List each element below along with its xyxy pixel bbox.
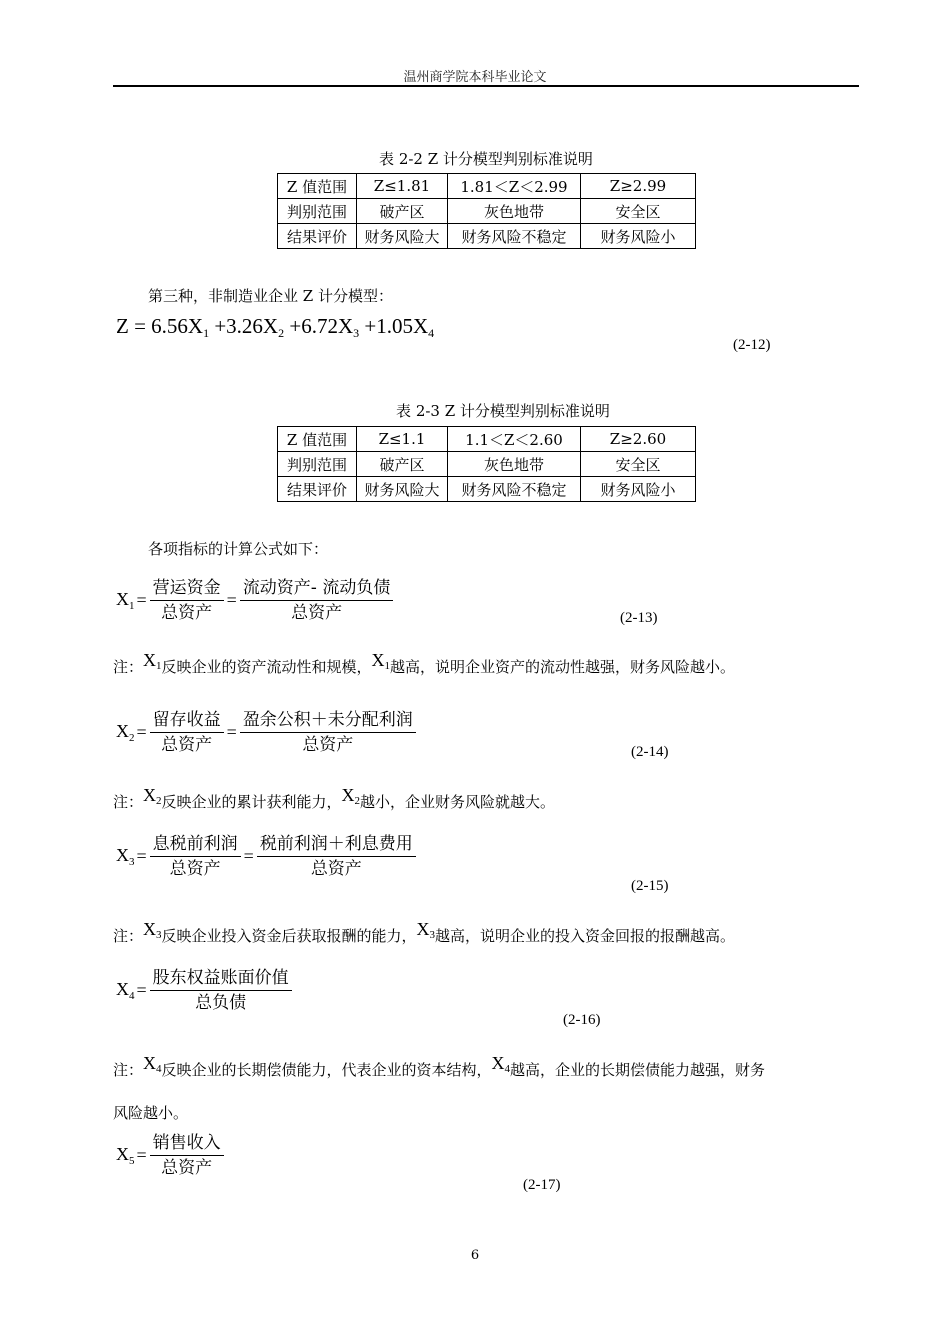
fraction (150, 709, 224, 756)
equation-number: (2-12) (733, 337, 771, 353)
table-row (278, 224, 696, 249)
equation-2-16 (116, 967, 295, 1014)
inline-variable (342, 785, 361, 805)
eq-subscript: 2 (278, 326, 285, 340)
numerator: 股东权益账面价值 (150, 967, 292, 991)
x-letter: X (341, 785, 355, 805)
table-cell: 财务风险小 (581, 477, 696, 502)
note-text: 越高，企业的长期偿债能力越强，财务 (510, 1061, 766, 1079)
note-x4-continued: 风险越小。 (113, 1104, 189, 1122)
table-cell: 结果评价 (278, 224, 357, 249)
inline-variable (143, 650, 162, 670)
equals-sign: = (226, 590, 237, 610)
note-prefix: 注： (113, 793, 144, 811)
table-cell: 结果评价 (278, 477, 357, 502)
eq-subscript: 4 (504, 1063, 511, 1075)
x-letter: X (416, 919, 430, 939)
header-rule (113, 85, 859, 87)
table-cell: 1.1＜Z＜2.60 (448, 427, 581, 452)
x-letter: X (143, 919, 157, 939)
numerator: 营运资金 (150, 577, 224, 601)
x-letter: X (371, 650, 385, 670)
table-cell: 判别范围 (278, 199, 357, 224)
denominator: 总资产 (310, 859, 362, 879)
table-cell: Z≤1.1 (357, 427, 448, 452)
note-x2 (113, 785, 556, 813)
table-cell: 财务风险不稳定 (448, 477, 581, 502)
inline-variable (372, 650, 391, 670)
equation-number: (2-17) (523, 1177, 561, 1193)
eq-term: +6.72X (284, 314, 354, 338)
note-x1 (113, 650, 736, 678)
note-text: 反映企业的长期偿债能力，代表企业的资本结构， (161, 1061, 492, 1079)
inline-variable (492, 1053, 511, 1073)
eq-lhs (116, 589, 135, 612)
fraction (150, 967, 292, 1014)
numerator: 销售收入 (150, 1132, 224, 1156)
eq-term: +1.05X (359, 314, 429, 338)
note-text: 越高，说明企业资产的流动性越强，财务风险越小。 (390, 658, 736, 676)
denominator: 总资产 (161, 735, 213, 755)
x-letter: X (491, 1053, 505, 1073)
note-text: 反映企业投入资金后获取报酬的能力， (161, 927, 417, 945)
numerator: 税前利润＋利息费用 (257, 833, 416, 857)
note-x4 (113, 1053, 766, 1081)
x-letter: X (116, 589, 129, 609)
eq-subscript: 3 (429, 929, 436, 941)
eq-subscript: 1 (384, 660, 391, 672)
fraction (240, 709, 416, 756)
eq-term: Z = 6.56X (116, 314, 204, 338)
note-prefix: 注： (113, 1061, 144, 1079)
table-cell: 灰色地带 (448, 199, 581, 224)
table-row (278, 427, 696, 452)
inline-variable (143, 785, 162, 805)
inline-variable (417, 919, 436, 939)
eq-lhs (116, 845, 135, 868)
inline-variable (143, 919, 162, 939)
table-2-2-caption: 表 2-2 Z 计分模型判别标准说明 (379, 150, 593, 168)
table-2-3-caption: 表 2-3 Z 计分模型判别标准说明 (396, 402, 610, 420)
x-letter: X (116, 845, 129, 865)
eq-subscript: 3 (129, 856, 135, 868)
table-2-2 (277, 173, 696, 249)
equals-sign: = (243, 846, 254, 866)
denominator: 总资产 (161, 1158, 213, 1178)
equation-number: (2-13) (620, 610, 658, 626)
note-text: 反映企业的累计获利能力， (161, 793, 342, 811)
numerator: 流动资产- 流动负债 (240, 577, 394, 601)
x-letter: X (116, 721, 129, 741)
x-letter: X (143, 785, 157, 805)
eq-subscript: 4 (156, 1063, 162, 1075)
table-row (278, 174, 696, 199)
equals-sign: = (136, 590, 147, 610)
table-row (278, 452, 696, 477)
equation-number: (2-14) (631, 744, 669, 760)
table-cell: 判别范围 (278, 452, 357, 477)
denominator: 总资产 (161, 603, 213, 623)
table-cell: 安全区 (581, 452, 696, 477)
note-text: 反映企业的资产流动性和规模， (161, 658, 372, 676)
eq-term: +3.26X (209, 314, 279, 338)
eq-subscript: 2 (156, 795, 162, 807)
fraction (257, 833, 416, 880)
eq-subscript: 5 (129, 1155, 135, 1167)
denominator: 总资产 (302, 735, 354, 755)
running-header: 温州商学院本科毕业论文 (403, 70, 547, 85)
table-row (278, 477, 696, 502)
fraction (150, 1132, 224, 1179)
table-cell: 1.81＜Z＜2.99 (448, 174, 581, 199)
equation-number: (2-16) (563, 1012, 601, 1028)
table-cell: 灰色地带 (448, 452, 581, 477)
table-cell: Z 值范围 (278, 427, 357, 452)
table-2-3 (277, 426, 696, 502)
table-cell: 财务风险大 (357, 224, 448, 249)
fraction (150, 577, 224, 624)
note-x3 (113, 919, 736, 947)
table-row (278, 199, 696, 224)
table-cell: Z≥2.60 (581, 427, 696, 452)
numerator: 盈余公积＋未分配利润 (240, 709, 416, 733)
equation-2-17 (116, 1132, 227, 1179)
eq-subscript: 1 (129, 600, 135, 612)
x-letter: X (116, 1144, 129, 1164)
table-cell: 安全区 (581, 199, 696, 224)
equation-number: (2-15) (631, 878, 669, 894)
equation-2-15 (116, 833, 419, 880)
table-cell: Z≥2.99 (581, 174, 696, 199)
paragraph-third-model: 第三种，非制造业企业 Z 计分模型： (148, 287, 393, 305)
table-cell: Z 值范围 (278, 174, 357, 199)
eq-subscript: 2 (354, 795, 361, 807)
paragraph-formulas-intro: 各项指标的计算公式如下： (148, 540, 329, 558)
denominator: 总资产 (291, 603, 343, 623)
eq-subscript: 4 (428, 326, 435, 340)
note-text: 越高，说明企业的投入资金回报的报酬越高。 (435, 927, 736, 945)
table-cell: 破产区 (357, 452, 448, 477)
eq-subscript: 1 (156, 660, 162, 672)
x-letter: X (116, 979, 129, 999)
table-cell: 财务风险小 (581, 224, 696, 249)
eq-subscript: 2 (129, 732, 135, 744)
table-cell: 破产区 (357, 199, 448, 224)
table-cell: 财务风险不稳定 (448, 224, 581, 249)
eq-lhs (116, 1144, 135, 1167)
numerator: 留存收益 (150, 709, 224, 733)
eq-subscript: 3 (156, 929, 162, 941)
eq-subscript: 4 (129, 990, 135, 1002)
equals-sign: = (226, 722, 237, 742)
eq-subscript: 1 (203, 326, 210, 340)
note-prefix: 注： (113, 927, 144, 945)
equation-2-13 (116, 577, 396, 624)
denominator: 总负债 (195, 993, 247, 1013)
fraction (240, 577, 394, 624)
note-prefix: 注： (113, 658, 144, 676)
equation-2-12 (116, 314, 434, 341)
equals-sign: = (136, 1145, 147, 1165)
equals-sign: = (136, 846, 147, 866)
table-cell: Z≤1.81 (357, 174, 448, 199)
equals-sign: = (136, 722, 147, 742)
eq-subscript: 3 (353, 326, 360, 340)
note-text: 越小，企业财务风险就越大。 (360, 793, 556, 811)
inline-variable (143, 1053, 162, 1073)
denominator: 总资产 (169, 859, 221, 879)
eq-lhs (116, 979, 135, 1002)
x-letter: X (143, 650, 157, 670)
eq-lhs (116, 721, 135, 744)
page-number: 6 (470, 1248, 480, 1263)
equation-2-14 (116, 709, 419, 756)
fraction (150, 833, 241, 880)
table-cell: 财务风险大 (357, 477, 448, 502)
equals-sign: = (136, 980, 147, 1000)
numerator: 息税前利润 (150, 833, 241, 857)
x-letter: X (143, 1053, 157, 1073)
